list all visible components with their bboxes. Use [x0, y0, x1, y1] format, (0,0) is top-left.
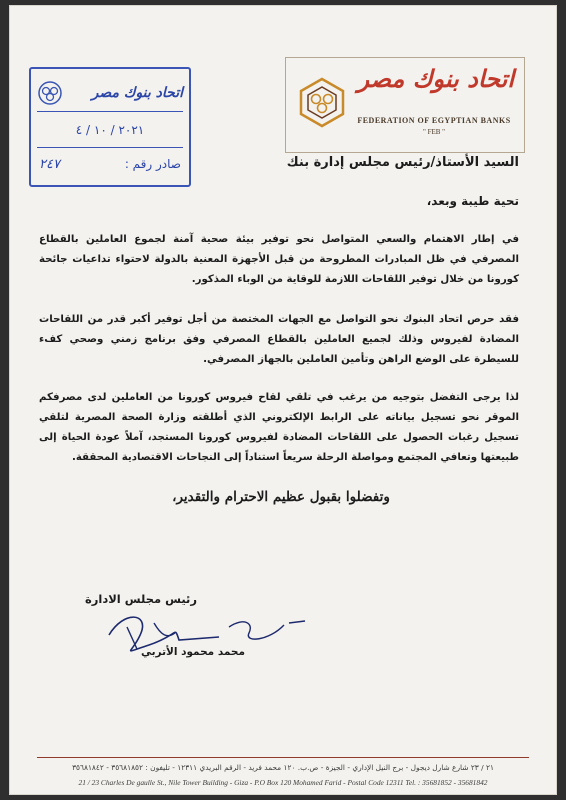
stamp-date: ٢٠٢١ / ١٠ / ٤ [37, 113, 183, 148]
letterhead [285, 57, 525, 153]
stamp-org-name: اتحاد بنوك مصر [91, 85, 183, 101]
letter-page [9, 5, 557, 795]
footer-address-arabic: ٢١ / ٢٣ شارع شارل ديجول - برج النيل الإداري - الجيزة - ص.ب. ١٢٠ محمد فريد - الرقم البريدي ١٢٣١١ - تليفون : ٣٥٦٨١٨٥٢ - ٣٥٦٨١٨٤٢ [72, 763, 494, 772]
footer-address-english: 21 / 23 Charles De gaulle St., Nile Tower Building - Giza - P.O Box 120 Mohamed Farid - Postal Code 12311 Tel. : 35681852 - 35681842 [78, 778, 488, 787]
signatory-name: محمد محمود الأتربي [140, 646, 245, 658]
greeting: تحية طيبة وبعد، [426, 194, 519, 208]
signatory-title: رئيس مجلس الادارة [84, 592, 197, 606]
paragraph-1: في إطار الاهتمام والسعي المتواصل نحو توفير بيئة صحية آمنة لجموع العاملين بالقطاع المصرفي في ظل المبادرات المطروحة من قبل الأجهزة المعنية بالدولة لاحتواء تداعيات جائحة كورونا من خلال توفير اللقاحات اللازمة للوقاية من الوباء المذكور. [39, 234, 519, 285]
paragraph-3: لذا يرجى التفضل بتوجيه من يرغب في تلقي لقاح فيروس كورونا من العاملين لدى مصرفكم الموقر نحو تسجيل بياناته على الرابط الإلكتروني الذي أطلقته وزارة الصحة المصرية لتلقي تسجيل رغبات الحصول على اللقاحات المضادة لفيروس كورونا المستجد، آملاً عودة الحياة إلى طبيعتها وتعافي المجتمع ومواصلة الرحلة سريعاً استناداً إلى النجاحات الاقتصادية المحققة. [39, 392, 519, 463]
addressee: السيد الأستاذ/رئيس مجلس إدارة بنك [286, 155, 519, 170]
federation-logo-icon [37, 80, 63, 106]
stamp-header [37, 75, 183, 112]
closing-line: وتفضلوا بقبول عظيم الاحترام والتقدير، [172, 489, 390, 505]
outgoing-number: ٢٤٧ [39, 156, 60, 172]
letterhead-abbreviation: " FEB " [422, 128, 446, 136]
federation-emblem-icon [296, 76, 348, 128]
footer-divider [37, 757, 529, 758]
outgoing-label: صادر رقم : [124, 157, 181, 171]
letterhead-english-name: FEDERATION OF EGYPTIAN BANKS [357, 116, 511, 125]
letterhead-arabic-name: اتحاد بنوك مصر [357, 64, 514, 93]
paragraph-2: فقد حرص اتحاد البنوك نحو التواصل مع الجهات المختصة من أجل توفير أكبر قدر من اللقاحات المضادة لفيروس وذلك لجميع العاملين بالقطاع المصرفي وفق برنامج زمني وصحي كفء للسيطرة على الوضع الراهن وتأمين العاملين بالجهاز المصرفي. [39, 314, 519, 365]
